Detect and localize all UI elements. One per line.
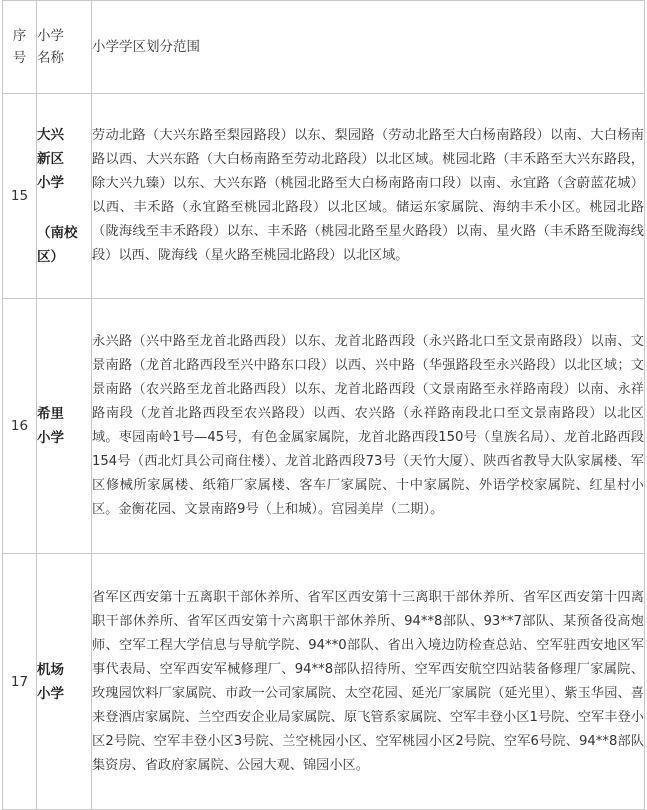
- header-school-name: [37, 1, 92, 94]
- school-name-line: 机场: [37, 661, 64, 678]
- school-name-line: 小学: [37, 430, 64, 446]
- row-district-range: 永兴路（兴中路至龙首北路西段）以东、龙首北路西段（永兴路北口至文景南路段）以南、文景南路（龙首北路西段至兴中路东口段）以西、兴中路（华强路段至永兴路段）以北区域；文景南路（农兴路至龙首北路西段）以东、龙首北路西段（文景南路至永祥路南段）以南、永祥路南段（龙首北路西段至农兴路段）以西、农兴路（永祥路南段北口至文景南路段）以北区域。枣园南岭1号—45号，有色金属家属院，龙首北路西段150号（皇族名局）、龙首北路西段154号（西北灯具公司商住楼）、龙首北路西段73号（天竹大厦）、陕西省教导大队家属楼、军区修械所家属楼、纸箱厂家属楼、客车厂家属院、十中家属院、外语学校家属院、红星村小区。金衡花园、文景南路9号（上和城）。宫园美岸（二期）。: [92, 299, 645, 554]
- school-district-table: [2, 0, 645, 810]
- table-row: [3, 94, 645, 299]
- header-serial-line-2: 号: [12, 50, 27, 66]
- row-district-range: 劳动北路（大兴东路至梨园路段）以东、梨园路（劳动北路至大白杨南路段）以南、大白杨南路以西、大兴东路（大白杨南路至劳动北路段）以北区域。桃园北路（丰禾路至大兴东路段，除大兴九臻）以东、大兴东路（桃园北路至大白杨南路南口段）以南、永宜路（含蔚蓝花城）以西、丰禾路（永宜路至桃园北路段）以北区域。储运东家属院、海纳丰禾小区。桃园北路（陇海线至丰禾路段）以东、丰禾路（桃园北路至星火路段）以南、星火路（丰禾路至陇海线段）以西、陇海线（星火路至桃园北路段）以北区域。: [92, 94, 645, 299]
- header-district-range: 小学学区划分范围: [92, 1, 645, 94]
- row-district-range: 省军区西安第十五离职干部休养所、省军区西安第十三离职干部休养所、省军区西安第十四离职干部休养所、省军区西安第十六离职干部休养所、94**8部队、93**7部队、某预备役高炮师、空军工程大学信息与导航学院、94**0部队、省出入境边防检查总站、空军驻西安地区军事代表局、空军西安军械修理厂、94**8部队招待所、空军西安航空四站装备修理厂家属院、玫瑰园饮料厂家属院、市政一公司家属院、太空花园、延光厂家属院（延光里）、紫玉华园、喜来登酒店家属院、兰空西安企业局家属院、原飞管系家属院、空军丰登小区1号院、空军丰登小区2号院、空军丰登小区3号院、兰空桃园小区、空军桃园小区2号院、空军6号院、94**8部队集资房、省政府家属院、公园大观、锦园小区。: [92, 554, 645, 810]
- header-serial-line-1: 序: [12, 28, 27, 44]
- school-campus-line: 区）: [37, 249, 64, 265]
- school-name-line: 小学: [37, 685, 64, 702]
- school-name-line: 希里: [37, 406, 64, 422]
- table-row: [3, 554, 645, 810]
- school-campus-line: （南校: [37, 225, 78, 241]
- row-serial-number: 16: [3, 299, 37, 554]
- table-row: [3, 299, 645, 554]
- header-serial-number: [3, 1, 37, 94]
- row-serial-number: 17: [3, 554, 37, 810]
- school-name-line: 小学: [37, 175, 64, 191]
- row-school-name: [37, 554, 92, 810]
- row-school-name: [37, 299, 92, 554]
- row-serial-number: 15: [3, 94, 37, 299]
- header-row: [3, 1, 645, 94]
- header-name-line-1: 小学: [37, 28, 64, 44]
- row-school-name: [37, 94, 92, 299]
- header-name-line-2: 名称: [37, 50, 64, 66]
- school-name-line: 新区: [37, 151, 64, 167]
- school-name-line: 大兴: [37, 127, 64, 143]
